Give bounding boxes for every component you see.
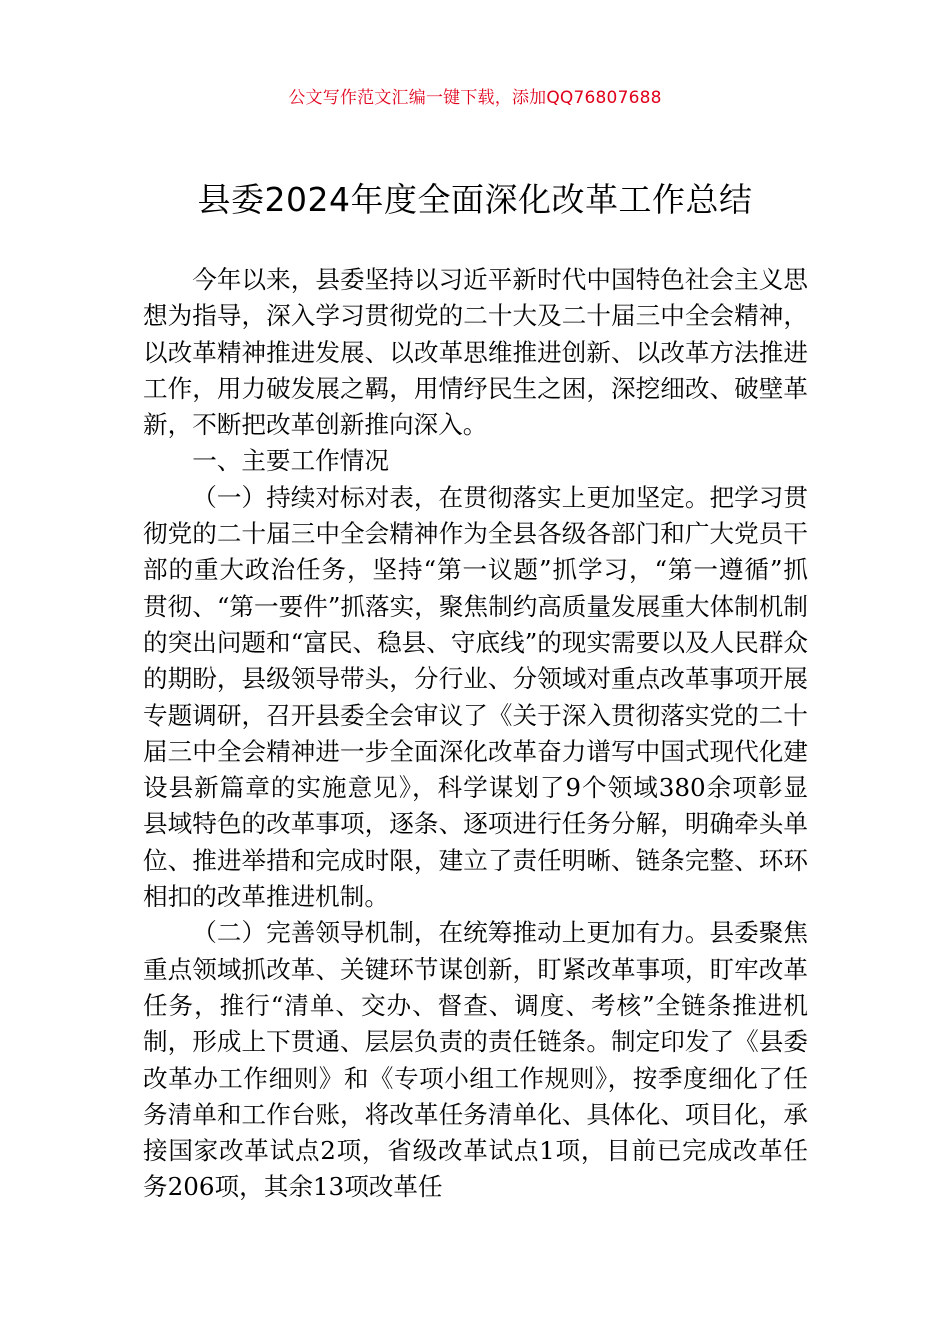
document-body: [143, 262, 808, 1206]
document-title: 县委2024年度全面深化改革工作总结: [197, 180, 753, 219]
paragraph-intro: 今年以来，县委坚持以习近平新时代中国特色社会主义思想为指导，深入学习贯彻党的二十大及二十届三中全会精神，以改革精神推进发展、以改革思维推进创新、以改革方法推进工作，用力破发展之羁，用情纾民生之困，深挖细改、破壁革新，不断把改革创新推向深入。: [143, 265, 808, 440]
promo-banner[interactable]: 公文写作范文汇编一键下载，添加QQ76807688: [288, 88, 662, 108]
paragraph-2: （二）完善领导机制，在统筹推动上更加有力。县委聚焦重点领域抓改革、关键环节谋创新，盯紧改革事项，盯牢改革任务，推行“清单、交办、督查、调度、考核”全链条推进机制，形成上下贯通、层层负责的责任链条。制定印发了《县委改革办工作细则》和《专项小组工作规则》，按季度细化了任务清单和工作台账，将改革任务清单化、具体化、项目化，承接国家改革试点2项，省级改革试点1项，目前已完成改革任务206项，其余13项改革任: [143, 918, 808, 1202]
section-heading-1: 一、主要工作情况: [192, 446, 389, 476]
paragraph-1: （一）持续对标对表，在贯彻落实上更加坚定。把学习贯彻党的二十届三中全会精神作为全县各级各部门和广大党员干部的重大政治任务，坚持“第一议题”抓学习，“第一遵循”抓贯彻、“第一要件”抓落实，聚焦制约高质量发展重大体制机制的突出问题和“富民、稳县、守底线”的现实需要以及人民群众的期盼，县级领导带头，分行业、分领域对重点改革事项开展专题调研，召开县委全会审议了《关于深入贯彻落实党的二十届三中全会精神进一步全面深化改革奋力谱写中国式现代化建设县新篇章的实施意见》，科学谋划了9个领域380余项彰显县域特色的改革事项，逐条、逐项进行任务分解，明确牵头单位、推进举措和完成时限，建立了责任明晰、链条完整、环环相扣的改革推进机制。: [143, 482, 808, 912]
